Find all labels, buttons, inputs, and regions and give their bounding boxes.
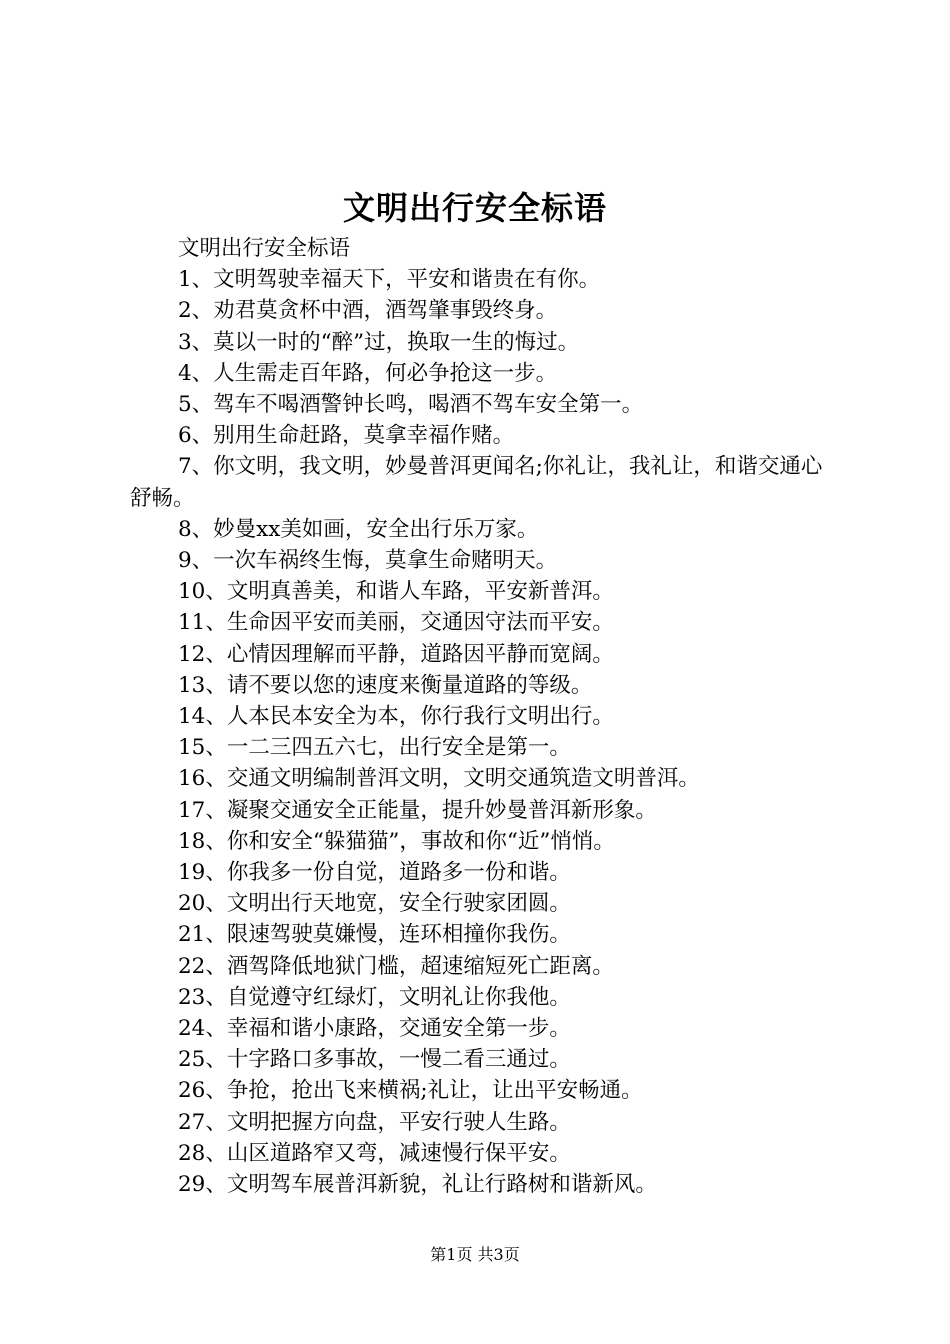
slogan-item: 12、心情因理解而平静，道路因平静而宽阔。 [178,641,614,667]
slogan-item: 20、文明出行天地宽，安全行驶家团圆。 [178,891,571,917]
slogan-item: 25、十字路口多事故，一慢二看三通过。 [178,1047,571,1073]
slogan-item: 28、山区道路窄又弯，减速慢行保平安。 [178,1140,571,1166]
document-body [130,233,830,1200]
slogan-item: 8、妙曼xx美如画，安全出行乐万家。 [178,516,539,542]
slogan-item: 14、人本民本安全为本，你行我行文明出行。 [178,704,614,730]
slogan-item: 22、酒驾降低地狱门槛，超速缩短死亡距离。 [178,953,614,979]
slogan-item: 10、文明真善美，和谐人车路，平安新普洱。 [178,579,614,605]
slogan-item: 17、凝聚交通安全正能量，提升妙曼普洱新形象。 [178,797,657,823]
slogan-item: 23、自觉遵守红绿灯，文明礼让你我他。 [178,984,571,1010]
slogan-item: 26、争抢，抢出飞来横祸;礼让，让出平安畅通。 [178,1078,643,1104]
slogan-item: 7、你文明，我文明，妙曼普洱更闻名;你礼让，我礼让，和谐交通心舒畅。 [130,454,823,511]
slogan-item: 19、你我多一份自觉，道路多一份和谐。 [178,860,571,886]
slogan-item: 4、人生需走百年路，何必争抢这一步。 [178,360,558,386]
slogan-item: 15、一二三四五六七，出行安全是第一。 [178,735,571,761]
slogan-item: 21、限速驾驶莫嫌慢，连环相撞你我伤。 [178,922,571,948]
slogan-item: 16、交通文明编制普洱文明，文明交通筑造文明普洱。 [178,766,700,792]
slogan-item: 13、请不要以您的速度来衡量道路的等级。 [178,672,593,698]
slogan-item: 1、文明驾驶幸福天下，平安和谐贵在有你。 [178,267,601,293]
slogan-item: 6、别用生命赶路，莫拿幸福作赌。 [178,423,515,449]
slogan-item: 11、生命因平安而美丽，交通因守法而平安。 [178,610,614,636]
slogan-item: 29、文明驾车展普洱新貌，礼让行路树和谐新风。 [178,1172,657,1198]
slogan-item: 9、一次车祸终生悔，莫拿生命赌明天。 [178,548,558,574]
slogan-item: 5、驾车不喝酒警钟长鸣，喝酒不驾车安全第一。 [178,392,644,418]
page-title: 文明出行安全标语 [342,189,607,227]
slogan-item: 3、莫以一时的“醉”过，换取一生的悔过。 [178,329,580,355]
page-footer: 第1页 共3页 [430,1245,520,1264]
subtitle-paragraph: 文明出行安全标语 [178,236,351,261]
slogan-item: 18、你和安全“躲猫猫”，事故和你“近”悄悄。 [178,828,615,854]
slogan-item: 24、幸福和谐小康路，交通安全第一步。 [178,1016,571,1042]
slogan-item: 2、劝君莫贪杯中酒，酒驾肇事毁终身。 [178,298,558,324]
slogan-item: 27、文明把握方向盘，平安行驶人生路。 [178,1109,571,1135]
